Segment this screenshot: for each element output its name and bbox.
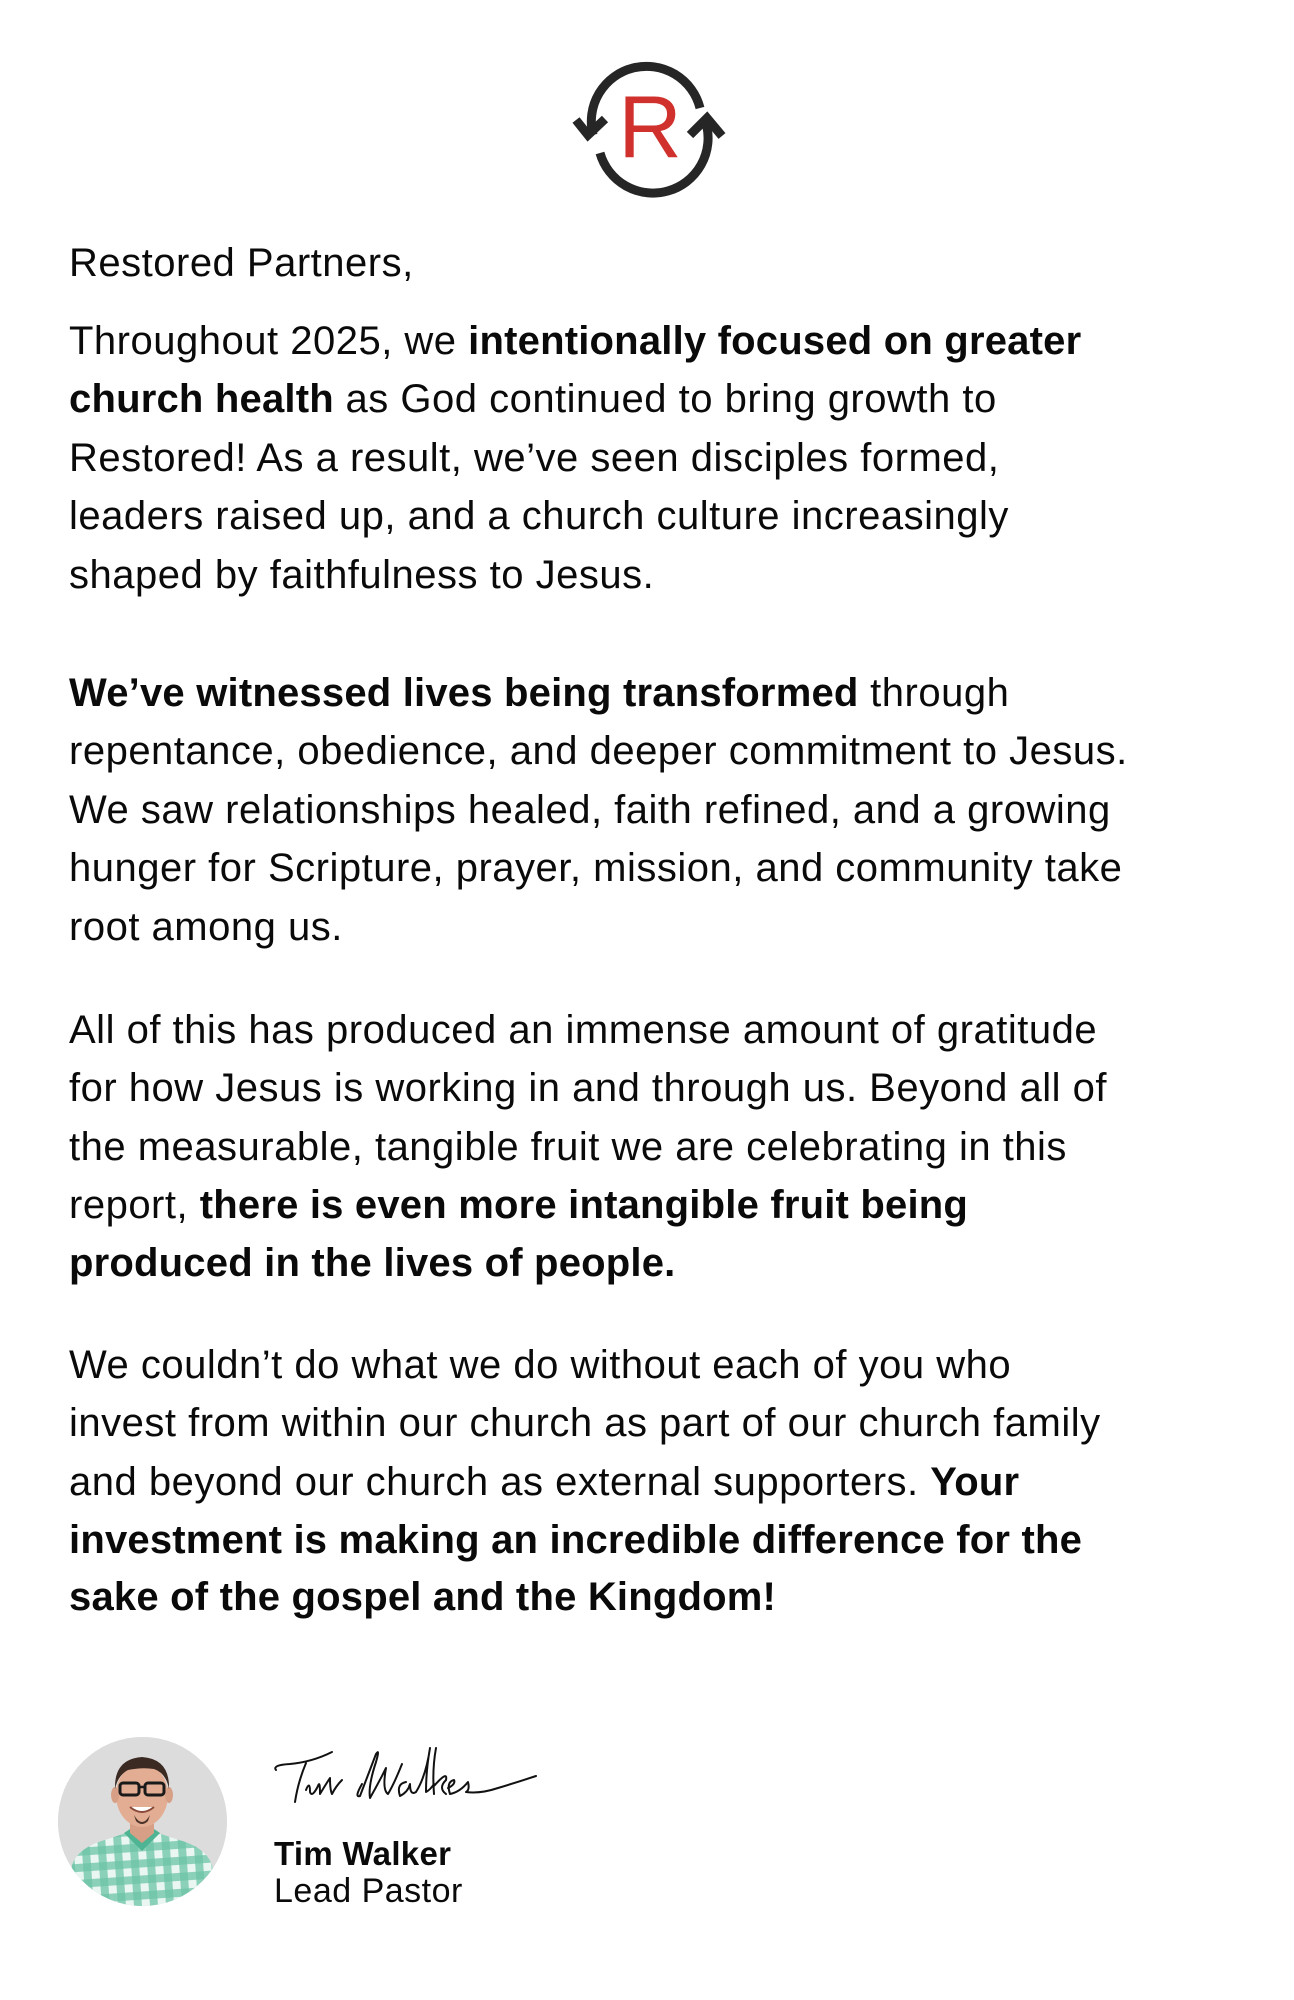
paragraph-2-line-3: We saw relationships healed, faith refined, and a growing bbox=[69, 788, 1111, 832]
paragraph-1-line-5: shaped by faithfulness to Jesus. bbox=[69, 553, 655, 597]
paragraph-4-line-3: and beyond our church as external supporters. Your bbox=[69, 1460, 1020, 1504]
paragraph-4-line-4: investment is making an incredible difference for the bbox=[69, 1518, 1083, 1562]
paragraph-3-line-5: produced in the lives of people. bbox=[69, 1241, 676, 1285]
paragraph-1-line-1: Throughout 2025, we intentionally focused on greater bbox=[69, 319, 1082, 363]
paragraph-3-line-4: report, there is even more intangible fruit being bbox=[69, 1183, 969, 1227]
signature-icon bbox=[270, 1740, 542, 1812]
paragraph-3-line-1: All of this has produced an immense amount of gratitude bbox=[69, 1008, 1098, 1052]
logo-letter: R bbox=[618, 77, 682, 176]
pastor-name: Tim Walker bbox=[274, 1835, 452, 1872]
portrait-icon bbox=[58, 1737, 227, 1906]
restored-logo-icon bbox=[560, 55, 740, 205]
paragraph-1-line-3: Restored! As a result, we’ve seen disciples formed, bbox=[69, 436, 1000, 480]
paragraph-4-line-5: sake of the gospel and the Kingdom! bbox=[69, 1575, 777, 1619]
paragraph-2-line-5: root among us. bbox=[69, 905, 343, 949]
paragraph-1-line-2: church health as God continued to bring growth to bbox=[69, 377, 997, 421]
paragraph-4-line-1: We couldn’t do what we do without each of you who bbox=[69, 1343, 1012, 1387]
paragraph-3-line-3: the measurable, tangible fruit we are celebrating in this bbox=[69, 1125, 1067, 1169]
paragraph-3-line-2: for how Jesus is working in and through us. Beyond all of bbox=[69, 1066, 1107, 1110]
paragraph-1-line-4: leaders raised up, and a church culture increasingly bbox=[69, 494, 1009, 538]
paragraph-2-line-2: repentance, obedience, and deeper commitment to Jesus. bbox=[69, 729, 1128, 773]
pastor-avatar bbox=[58, 1737, 227, 1906]
paragraph-2-line-4: hunger for Scripture, prayer, mission, and community take bbox=[69, 846, 1123, 890]
greeting: Restored Partners, bbox=[69, 241, 414, 285]
paragraph-4-line-2: invest from within our church as part of our church family bbox=[69, 1401, 1101, 1445]
pastor-title: Lead Pastor bbox=[274, 1872, 463, 1910]
paragraph-2-line-1: We’ve witnessed lives being transformed through bbox=[69, 671, 1010, 715]
